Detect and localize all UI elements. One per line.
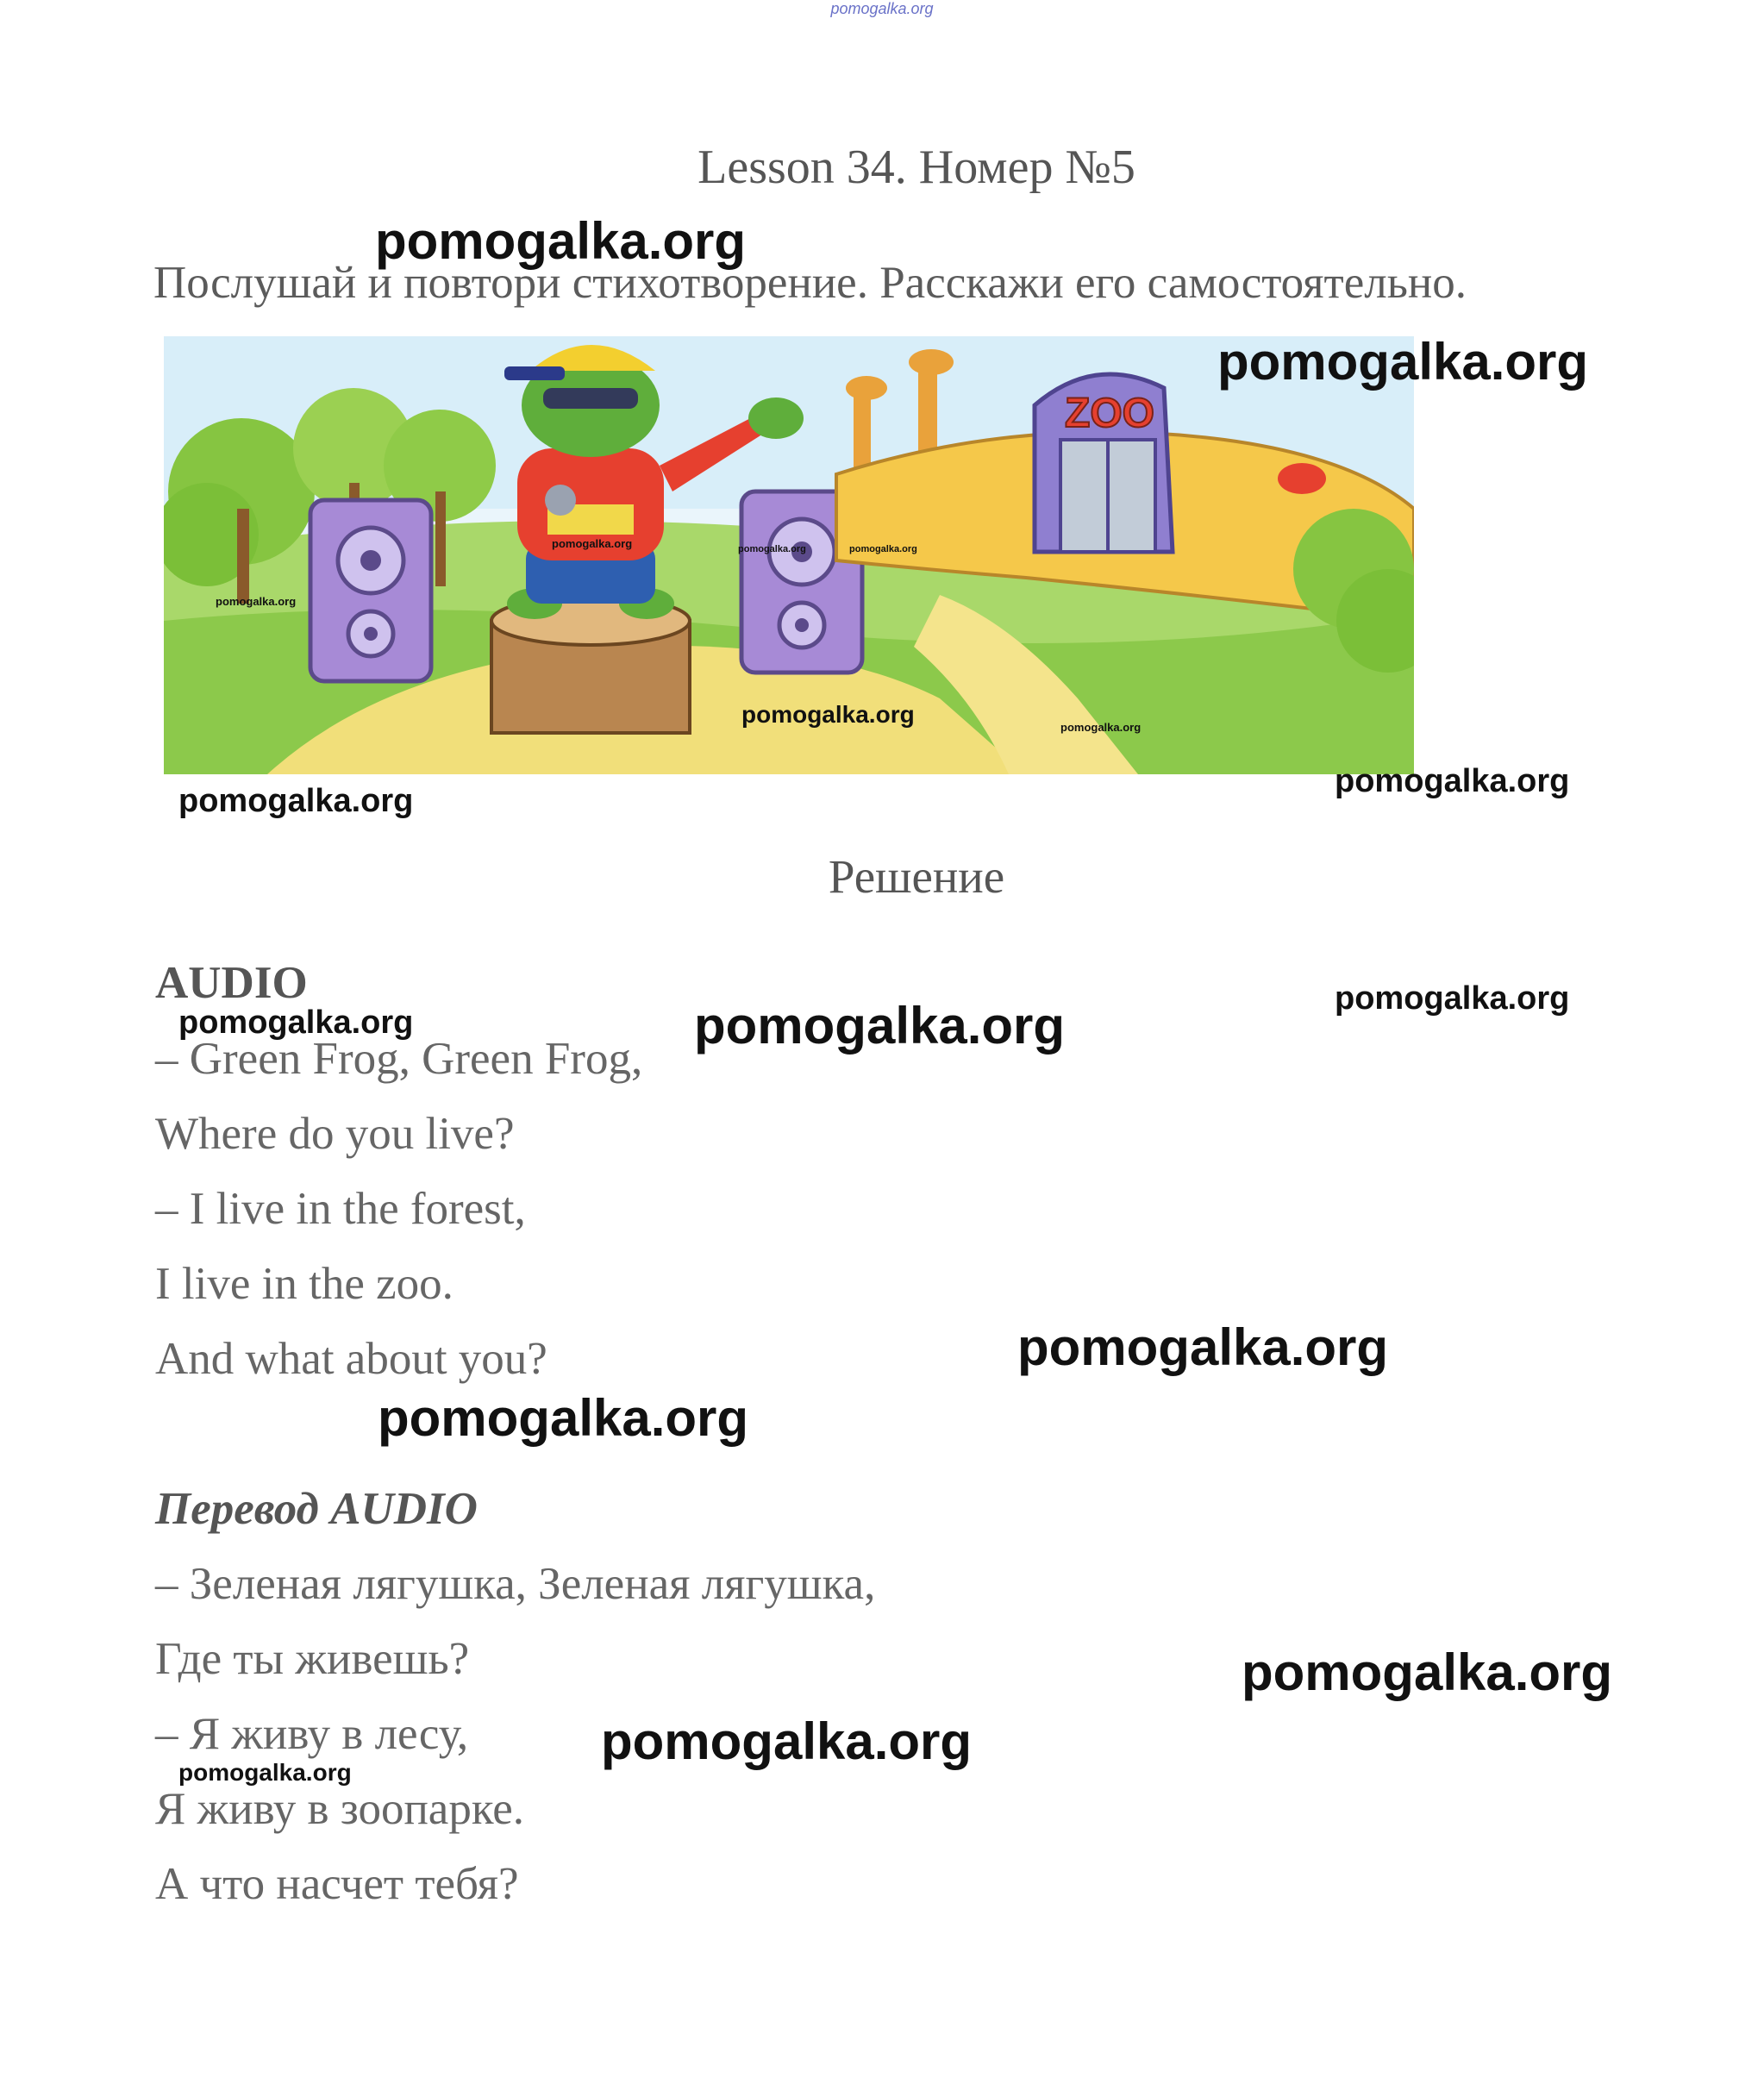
watermark: pomogalka.org bbox=[601, 1712, 973, 1770]
translation-heading: Перевод AUDIO bbox=[155, 1484, 478, 1534]
solution-title: Решение bbox=[828, 850, 1005, 903]
translation-line: Я живу в зоопарке. bbox=[155, 1784, 525, 1834]
zoo-sign: ZOO bbox=[1065, 391, 1154, 436]
translation-line: Где ты живешь? bbox=[155, 1634, 470, 1684]
watermark: pomogalka.org bbox=[178, 1005, 414, 1041]
watermark: pomogalka.org bbox=[1335, 980, 1570, 1017]
watermark: pomogalka.org bbox=[1217, 333, 1589, 391]
audio-heading: AUDIO bbox=[155, 958, 308, 1008]
translation-line: – Я живу в лесу, bbox=[155, 1709, 469, 1759]
watermark: pomogalka.org bbox=[1242, 1643, 1613, 1701]
speaker-left bbox=[310, 500, 431, 681]
watermark: pomogalka.org bbox=[741, 701, 915, 728]
watermark-img: pomogalka.org bbox=[849, 544, 917, 554]
watermark: pomogalka.org bbox=[1335, 763, 1570, 799]
watermark: pomogalka.org bbox=[694, 997, 1066, 1055]
watermark: pomogalka.org bbox=[375, 212, 747, 270]
audio-line: I live in the zoo. bbox=[155, 1259, 454, 1309]
watermark: pomogalka.org bbox=[178, 783, 414, 819]
lesson-title: Lesson 34. Номер №5 bbox=[697, 141, 1135, 194]
translation-line: – Зеленая лягушка, Зеленая лягушка, bbox=[155, 1559, 876, 1609]
watermark-img: pomogalka.org bbox=[216, 595, 297, 608]
translation-line: А что насчет тебя? bbox=[155, 1859, 519, 1909]
site-mark: pomogalka.org bbox=[830, 0, 934, 17]
watermark: pomogalka.org bbox=[178, 1759, 352, 1786]
zoo-gate bbox=[1035, 374, 1173, 552]
watermark-img: pomogalka.org bbox=[552, 537, 633, 550]
watermark: pomogalka.org bbox=[378, 1389, 749, 1447]
watermark-img: pomogalka.org bbox=[1060, 721, 1142, 734]
audio-line: – I live in the forest, bbox=[155, 1184, 526, 1234]
audio-line: – Green Frog, Green Frog, bbox=[155, 1034, 643, 1084]
audio-line: Where do you live? bbox=[155, 1109, 515, 1159]
watermark-img: pomogalka.org bbox=[738, 544, 806, 554]
audio-line: And what about you? bbox=[155, 1334, 547, 1384]
watermark: pomogalka.org bbox=[1017, 1318, 1389, 1376]
task-instruction: Послушай и повтори стихотворение. Расскажи его самостоятельно. bbox=[153, 258, 1467, 308]
